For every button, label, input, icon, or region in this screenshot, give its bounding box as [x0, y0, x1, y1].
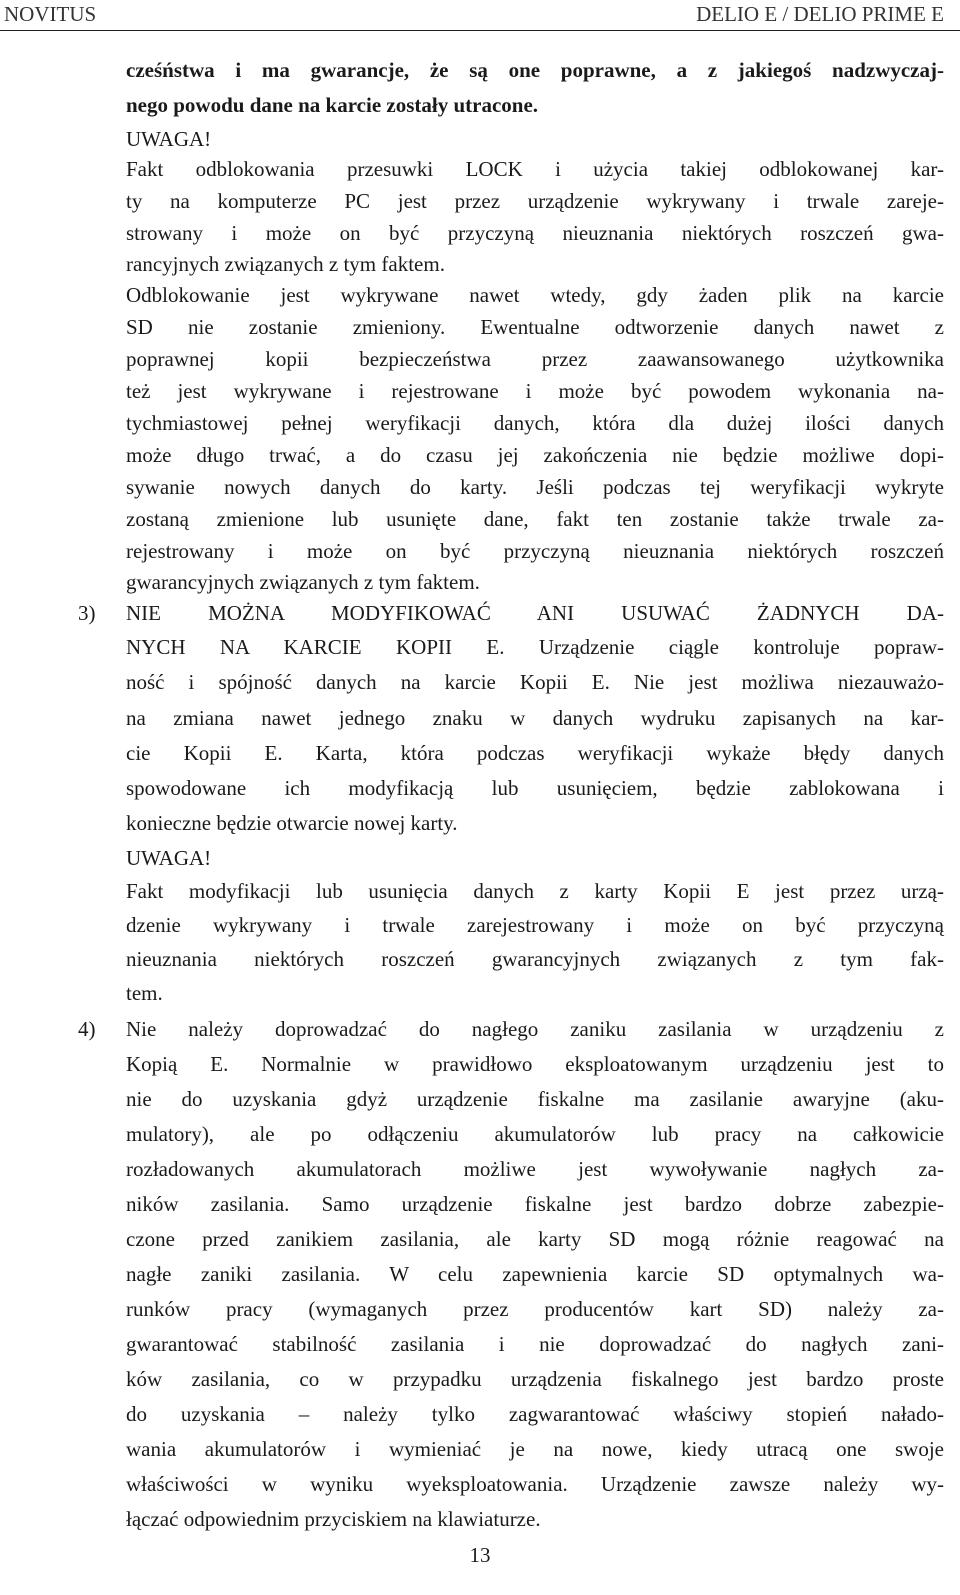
text-line: rancyjnych związanych z tym faktem. — [126, 252, 445, 276]
text-line: rozładowanych akumulatorach możliwe jest wywoływanie nagłych za- — [126, 1157, 944, 1181]
text-line: rejestrowany i może on być przyczyną nieuznania niektórych roszczeń — [126, 539, 944, 563]
text-line: cie Kopii E. Karta, która podczas weryfikacji wykaże błędy danych — [126, 741, 944, 765]
text-line: gwarancyjnych związanych z tym faktem. — [126, 570, 480, 594]
list-marker: 4) — [78, 1017, 96, 1041]
text-line: konieczne będzie otwarcie nowej karty. — [126, 811, 458, 835]
text-line: Nie należy doprowadzać do nagłego zaniku zasilania w urządzeniu z — [126, 1017, 944, 1041]
page-header — [0, 0, 960, 31]
text-line: runków pracy (wymaganych przez producentów kart SD) należy za- — [126, 1297, 944, 1321]
text-line: mulatory), ale po odłączeniu akumulatorów lub pracy na całkowicie — [126, 1122, 944, 1146]
text-line: ków zasilania, co w przypadku urządzenia fiskalnego jest bardzo proste — [126, 1367, 944, 1391]
warning-label: UWAGA! — [126, 846, 212, 870]
text-line: na zmiana nawet jednego znaku w danych wydruku zapisanych na kar- — [126, 706, 944, 730]
text-line: strowany i może on być przyczyną nieuznania niektórych roszczeń gwa- — [126, 221, 944, 245]
text-line: nego powodu dane na karcie zostały utracone. — [126, 93, 539, 117]
text-line: może długo trwać, a do czasu jej zakończenia nie będzie możliwe dopi- — [126, 443, 944, 467]
text-line: Odblokowanie jest wykrywane nawet wtedy, gdy żaden plik na karcie — [126, 283, 944, 307]
text-line: nagłe zaniki zasilania. W celu zapewnienia karcie SD optymalnych wa- — [126, 1262, 944, 1286]
header-model: DELIO E / DELIO PRIME E — [696, 2, 944, 26]
text-line: tem. — [126, 981, 163, 1005]
text-line: nieuznania niektórych roszczeń gwarancyjnych związanych z tym fak- — [126, 947, 944, 971]
text-line: nie do uzyskania gdyż urządzenie fiskalne ma zasilanie awaryjne (aku- — [126, 1087, 944, 1111]
text-line: zostaną zmienione lub usunięte dane, fakt ten zostanie także trwale za- — [126, 507, 944, 531]
text-line: Fakt modyfikacji lub usunięcia danych z karty Kopii E jest przez urzą- — [126, 879, 944, 903]
text-line: gwarantować stabilność zasilania i nie doprowadzać do nagłych zani- — [126, 1332, 944, 1356]
text-line: SD nie zostanie zmieniony. Ewentualne odtworzenie danych nawet z — [126, 315, 944, 339]
text-line: czone przed zanikiem zasilania, ale karty SD mogą różnie reagować na — [126, 1227, 944, 1251]
text-line: do uzyskania – należy tylko zagwarantować właściwy stopień nałado- — [126, 1402, 944, 1426]
text-line: cześństwa i ma gwarancje, że są one poprawne, a z jakiegoś nadzwyczaj- — [126, 58, 944, 82]
text-line: NYCH NA KARCIE KOPII E. Urządzenie ciągle kontroluje popraw- — [126, 635, 944, 659]
text-line: wania akumulatorów i wymieniać je na nowe, kiedy utracą one swoje — [126, 1437, 944, 1461]
text-line: poprawnej kopii bezpieczeństwa przez zaawansowanego użytkownika — [126, 347, 944, 371]
text-line: tychmiastowej pełnej weryfikacji danych, która dla dużej ilości danych — [126, 411, 944, 435]
text-line: Kopią E. Normalnie w prawidłowo eksploatowanym urządzeniu jest to — [126, 1052, 944, 1076]
list-marker: 3) — [78, 601, 96, 625]
text-line: Fakt odblokowania przesuwki LOCK i użycia takiej odblokowanej kar- — [126, 157, 944, 181]
text-line: ność i spójność danych na karcie Kopii E. Nie jest możliwa niezauważo- — [126, 670, 944, 694]
text-line: NIE MOŻNA MODYFIKOWAĆ ANI USUWAĆ ŻADNYCH DA- — [126, 601, 944, 625]
text-line: sywanie nowych danych do karty. Jeśli podczas tej weryfikacji wykryte — [126, 475, 944, 499]
text-line: ników zasilania. Samo urządzenie fiskalne jest bardzo dobrze zabezpie- — [126, 1192, 944, 1216]
text-line: właściwości w wyniku wyeksploatowania. Urządzenie zawsze należy wy- — [126, 1472, 944, 1496]
text-line: ty na komputerze PC jest przez urządzenie wykrywany i trwale zareje- — [126, 189, 944, 213]
text-line: dzenie wykrywany i trwale zarejestrowany i może on być przyczyną — [126, 913, 944, 937]
text-line: spowodowane ich modyfikacją lub usunięciem, będzie zablokowana i — [126, 776, 944, 800]
page-number: 13 — [469, 1543, 491, 1567]
text-line: też jest wykrywane i rejestrowane i może być powodem wykonania na- — [126, 379, 944, 403]
text-line: łączać odpowiednim przyciskiem na klawiaturze. — [126, 1507, 541, 1531]
warning-label: UWAGA! — [126, 127, 212, 151]
header-brand: NOVITUS — [4, 2, 97, 26]
